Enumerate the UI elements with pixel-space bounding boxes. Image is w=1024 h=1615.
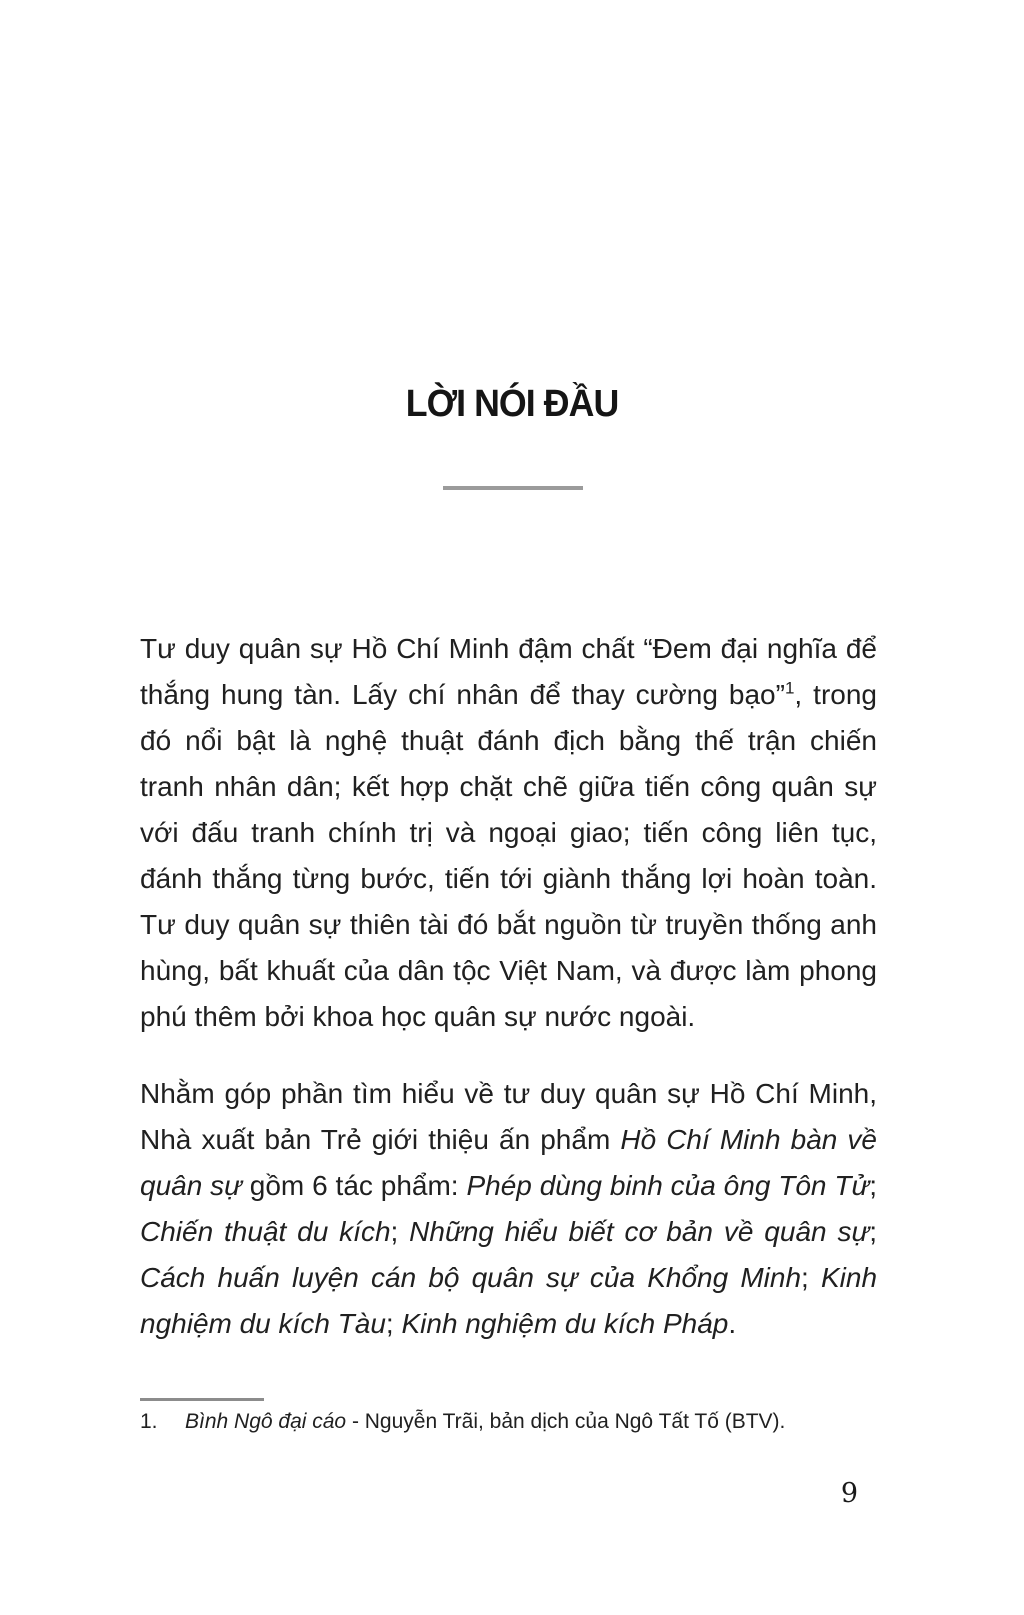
body-text	[140, 626, 877, 1347]
paragraph-1: Tư duy quân sự Hồ Chí Minh đậm chất “Đem đại nghĩa để thắng hung tàn. Lấy chí nhân để thay cường bạo”$^1$, trong đó nổi bật là nghệ thuật đánh địch bằng thế trận chiến tranh nhân dân; kết hợp chặt chẽ giữa tiến công quân sự với đấu tranh chính trị và ngoại giao; tiến công liên tục, đánh thắng từng bước, tiến tới giành thắng lợi hoàn toàn. Tư duy quân sự thiên tài đó bắt nguồn từ truyền thống anh hùng, bất khuất của dân tộc Việt Nam, và được làm phong phú thêm bởi khoa học quân sự nước ngoài.	[140, 633, 877, 1032]
footnote-divider-rule	[140, 1398, 264, 1401]
chapter-title: LỜI NÓI ĐẦU	[405, 383, 619, 425]
footnote-marker: 1.	[140, 1410, 158, 1433]
footnote-reference: 1	[784, 678, 795, 698]
footnote	[140, 1408, 877, 1436]
page-number: 9	[840, 1478, 858, 1509]
paragraph-2: Nhằm góp phần tìm hiểu về tư duy quân sự Hồ Chí Minh, Nhà xuất bản Trẻ giới thiệu ấn phẩm Hồ Chí Minh bàn về quân sự gồm 6 tác phẩm: Phép dùng binh của ông Tôn Tử; Chiến thuật du kích; Những hiểu biết cơ bản về quân sự; Cách huấn luyện cán bộ quân sự của Khổng Minh; Kinh nghiệm du kích Tàu; Kinh nghiệm du kích Pháp.	[140, 1078, 878, 1339]
footnote-text: Bình Ngô đại cáo - Nguyễn Trãi, bản dịch của Ngô Tất Tố (BTV).	[185, 1410, 786, 1433]
title-divider-rule	[443, 486, 583, 490]
